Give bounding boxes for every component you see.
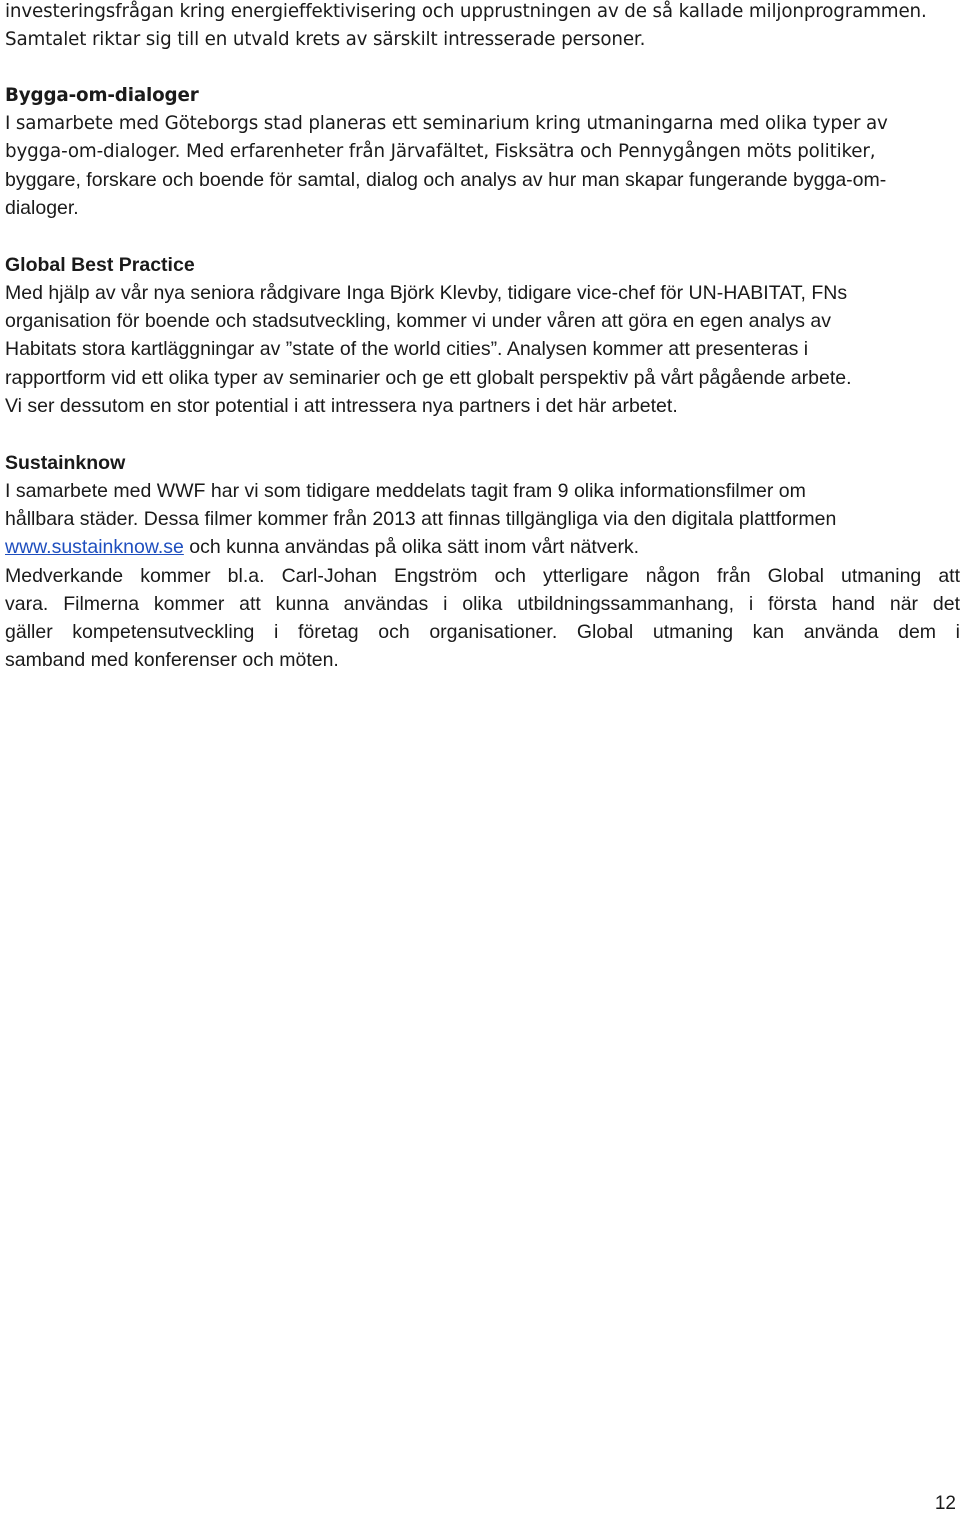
- global-line-1: Med hjälp av vår nya seniora rådgivare Inga Björk Klevby, tidigare vice-chef för UN-HABITAT, FNs: [5, 282, 848, 304]
- sustainknow-line-last: samband med konferenser och möten.: [5, 649, 339, 671]
- global-heading: Global Best Practice: [5, 254, 195, 276]
- sustainknow-heading: Sustainknow: [5, 452, 126, 474]
- bygga-line-2b: Med erfarenheter från Järvafältet, Fisksätra och Pennygången möts politiker,: [180, 141, 876, 162]
- sustainknow-just-1: Medverkande kommer bl.a. Carl-Johan Engström och ytterligare någon från Global utmaning att: [5, 565, 960, 587]
- bygga-line-3: byggare, forskare och boende för samtal, dialog och analys av hur man skapar fungerande bygga-om-: [5, 169, 887, 191]
- global-line-5: Vi ser dessutom en stor potential i att intressera nya partners i det här arbetet.: [5, 395, 678, 417]
- global-line-3: Habitats stora kartläggningar av ”state of the world cities”. Analysen kommer att presenteras i: [5, 338, 809, 360]
- bygga-line-4: dialoger.: [5, 197, 79, 219]
- intro-line-2: Samtalet riktar sig till en utvald krets av särskilt intresserade personer.: [5, 29, 646, 50]
- sustainknow-line-1: I samarbete med WWF har vi som tidigare meddelats tagit fram 9 olika informationsfilmer om: [5, 480, 806, 502]
- bygga-line-2a: bygga-om-dialoger.: [5, 141, 181, 162]
- sustainknow-just-2: vara. Filmerna kommer att kunna användas i olika utbildningssammanhang, i första hand när det: [5, 593, 960, 615]
- sustainknow-line-2: hållbara städer. Dessa filmer kommer från 2013 att finnas tillgängliga via den digitala plattformen: [5, 508, 837, 530]
- global-line-4: rapportform vid ett olika typer av seminarier och ge ett globalt perspektiv på vårt pågående arbete.: [5, 367, 852, 389]
- bygga-line-2: [5, 138, 875, 166]
- intro-line-1: investeringsfrågan kring energieffektivisering och upprustningen av de så kallade miljonprogrammen.: [5, 1, 927, 22]
- bygga-line-1: I samarbete med Göteborgs stad planeras ett seminarium kring utmaningarna med olika typer av: [5, 113, 888, 134]
- sustainknow-line-3: [5, 533, 639, 561]
- global-line-2: organisation för boende och stadsutveckling, kommer vi under våren att göra en egen analys av: [5, 310, 831, 332]
- bygga-heading: Bygga-om-dialoger: [5, 85, 199, 106]
- sustainknow-link[interactable]: www.sustainknow.se: [5, 536, 184, 558]
- sustainknow-just-3: gäller kompetensutveckling i företag och organisationer. Global utmaning kan använda dem i: [5, 621, 960, 643]
- page-number: 12: [934, 1493, 956, 1514]
- sustainknow-line-3-rest: och kunna användas på olika sätt inom vårt nätverk.: [183, 536, 640, 558]
